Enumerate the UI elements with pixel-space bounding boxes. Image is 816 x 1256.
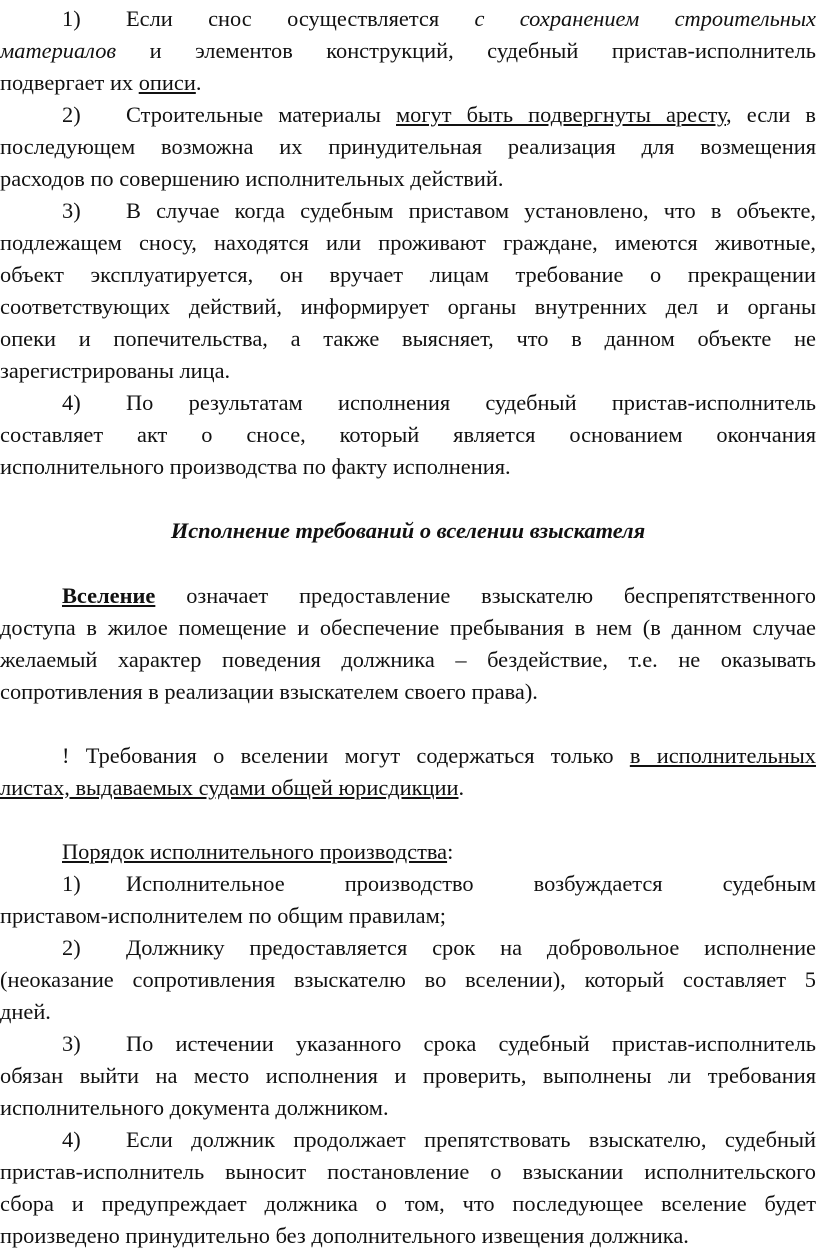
item-number: 1)	[62, 871, 81, 896]
item-b1-line2: приставом-исполнителем по общим правилам;	[0, 903, 446, 928]
item-number: 1)	[62, 6, 81, 31]
item-b2-line1: 2) Должнику предоставляется срок на добровольное исполнение	[0, 935, 816, 965]
item-number: 2)	[62, 935, 81, 960]
item-a4-line1: 4) По результатам исполнения судебный пристав-исполнитель	[0, 390, 816, 420]
item-b1-line1: 1) Исполнительное производство возбуждается судебным	[0, 871, 816, 901]
item-a2-line3: расходов по совершению исполнительных действий.	[0, 166, 504, 191]
item-a3-line3: объект эксплуатируется, он вручает лицам требование о прекращении	[0, 262, 816, 287]
item-b2-line3: дней.	[0, 999, 51, 1024]
item-a3-line1: 3) В случае когда судебным приставом установлено, что в объекте,	[0, 198, 816, 228]
item-a1-line1: 1) Если снос осуществляется с сохранением строительных	[0, 6, 816, 36]
definition-term: Вселение	[62, 583, 156, 608]
item-a4-line2: составляет акт о сносе, который является основанием окончания	[0, 422, 816, 447]
procedure-title: Порядок исполнительного производства:	[62, 839, 454, 864]
item-b4-line4: произведено принудительно без дополнительного извещения должника.	[0, 1223, 689, 1248]
item-a3-line6: зарегистрированы лица.	[0, 358, 231, 383]
item-number: 3)	[62, 1031, 81, 1056]
item-number: 4)	[62, 390, 81, 415]
note-line1: ! Требования о вселении могут содержаться только в исполнительных	[62, 743, 816, 768]
item-number: 4)	[62, 1127, 81, 1152]
item-b4-line2: пристав-исполнитель выносит постановление о взыскании исполнительского	[0, 1159, 816, 1184]
item-a2-line2: последующем возможна их принудительная реализация для возмещения	[0, 134, 816, 159]
item-a1-line3: подвергает их описи.	[0, 70, 202, 95]
item-a3-line2: подлежащем сносу, находятся или проживают граждане, имеются животные,	[0, 230, 816, 255]
definition-line4: сопротивления в реализации взыскателем своего права).	[0, 679, 538, 704]
note-line2: листах, выдаваемых судами общей юрисдикции.	[0, 775, 465, 800]
definition-line1: Вселение означает предоставление взыскателю беспрепятственного	[62, 583, 816, 608]
definition-line2: доступа в жилое помещение и обеспечение пребывания в нем (в данном случае	[0, 615, 816, 640]
item-b4-line3: сбора и предупреждает должника о том, что последующее вселение будет	[0, 1191, 816, 1216]
item-a1-line2: материалов и элементов конструкций, судебный пристав-исполнитель	[0, 38, 816, 63]
item-a3-line5: опеки и попечительства, а также выясняет, что в данном объекте не	[0, 326, 816, 351]
definition-line3: желаемый характер поведения должника – бездействие, т.е. не оказывать	[0, 647, 816, 672]
section-title: Исполнение требований о вселении взыскателя	[170, 518, 646, 543]
item-a4-line3: исполнительного производства по факту исполнения.	[0, 454, 511, 479]
item-number: 2)	[62, 102, 81, 127]
item-b4-line1: 4) Если должник продолжает препятствовать взыскателю, судебный	[0, 1127, 816, 1157]
item-b3-line3: исполнительного документа должником.	[0, 1095, 389, 1120]
item-b3-line2: обязан выйти на место исполнения и проверить, выполнены ли требования	[0, 1063, 816, 1088]
item-b2-line2: (неоказание сопротивления взыскателю во вселении), который составляет 5	[0, 967, 816, 992]
item-number: 3)	[62, 198, 81, 223]
item-a2-line1: 2) Строительные материалы могут быть подвергнуты аресту, если в	[0, 102, 816, 132]
item-a3-line4: соответствующих действий, информирует органы внутренних дел и органы	[0, 294, 816, 319]
item-b3-line1: 3) По истечении указанного срока судебный пристав-исполнитель	[0, 1031, 816, 1061]
